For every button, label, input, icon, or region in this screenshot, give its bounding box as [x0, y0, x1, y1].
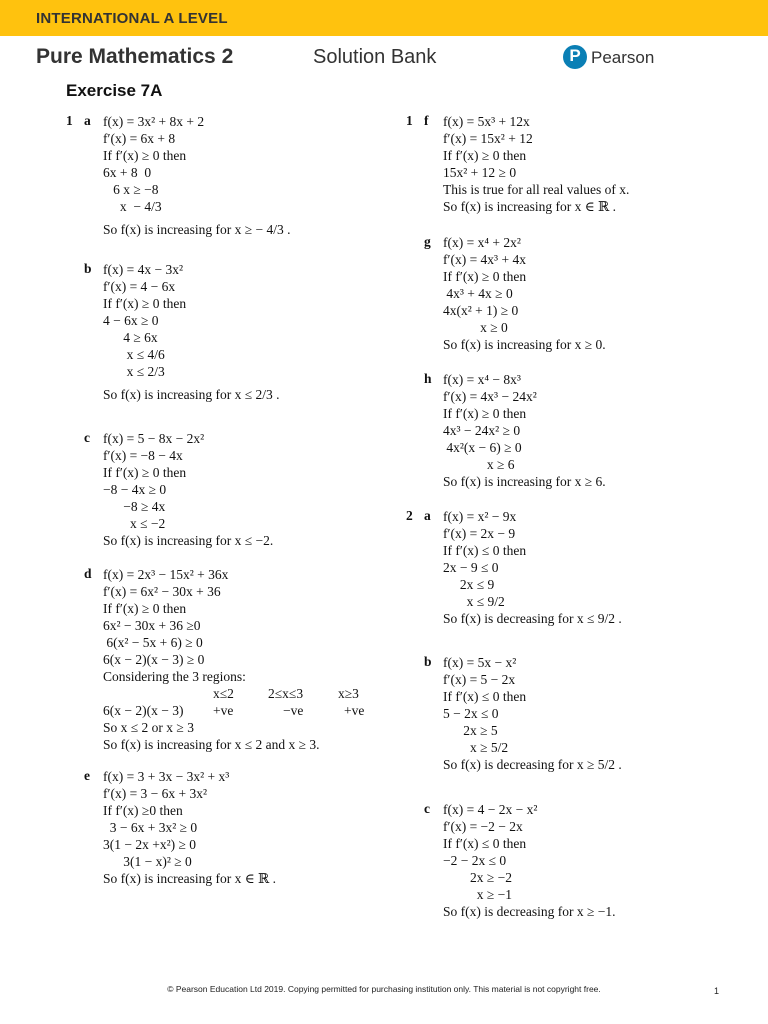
- working-line: f(x) = 4 − 2x − x²: [443, 802, 538, 817]
- conclusion-line: So f(x) is increasing for x ≤ −2.: [103, 533, 274, 548]
- working-line: 2x − 9 ≤ 0: [443, 560, 499, 575]
- part-label: b: [84, 261, 92, 276]
- working-line: f′(x) = 5 − 2x: [443, 672, 516, 687]
- part-label: a: [84, 113, 91, 128]
- conclusion-line: So f(x) is increasing for x ≥ 0.: [443, 337, 606, 352]
- conclusion-line: So f(x) is decreasing for x ≥ −1.: [443, 904, 616, 919]
- region-sign: +ve: [213, 703, 234, 718]
- working-line: f′(x) = 4 − 6x: [103, 279, 176, 294]
- working-line: f′(x) = 3 − 6x + 3x²: [103, 786, 208, 801]
- working-line: x ≥ 5/2: [443, 740, 509, 755]
- working-line: f(x) = 4x − 3x²: [103, 262, 184, 277]
- conclusion-line: So f(x) is increasing for x ≤ 2/3 .: [103, 387, 280, 402]
- part-label: e: [84, 768, 90, 783]
- working-line: 4 − 6x ≥ 0: [103, 313, 159, 328]
- working-line: 3(1 − x)² ≥ 0: [103, 854, 192, 869]
- regions-sign-row: [103, 702, 393, 719]
- working-line: If f′(x) ≥ 0 then: [103, 601, 187, 616]
- working-line: f′(x) = 15x² + 12: [443, 131, 533, 146]
- working-line: 2x ≥ 5: [443, 723, 498, 738]
- region-expression: 6(x − 2)(x − 3): [103, 703, 184, 718]
- logo-letter: P: [569, 46, 581, 65]
- working-line: f(x) = 5 − 8x − 2x²: [103, 431, 205, 446]
- question-number: 2: [406, 508, 413, 523]
- working-line: 6(x² − 5x + 6) ≥ 0: [103, 635, 203, 650]
- working-line: −2 − 2x ≤ 0: [443, 853, 507, 868]
- working-line: 4x³ − 24x² ≥ 0: [443, 423, 521, 438]
- working-line: So x ≤ 2 or x ≥ 3: [103, 720, 194, 735]
- working-line: If f′(x) ≥ 0 then: [443, 148, 527, 163]
- conclusion-line: So f(x) is increasing for x ≥ 6.: [443, 474, 606, 489]
- working-line: If f′(x) ≤ 0 then: [443, 689, 527, 704]
- working-line: f(x) = x² − 9x: [443, 509, 517, 524]
- working-line: f(x) = 2x³ − 15x² + 36x: [103, 567, 229, 582]
- question-number: 1: [406, 113, 413, 128]
- page-number: 1: [714, 986, 720, 996]
- book-subtitle: Solution Bank: [313, 46, 437, 68]
- regions-header-row: [103, 685, 393, 702]
- working-line: f′(x) = 6x + 8: [103, 131, 176, 146]
- working-line: Considering the 3 regions:: [103, 669, 246, 684]
- conclusion-line: So f(x) is increasing for x ≥ − 4/3 .: [103, 222, 291, 237]
- region-heading: x≥3: [338, 686, 359, 701]
- region-heading: x≤2: [213, 686, 234, 701]
- part-label: c: [424, 801, 430, 816]
- working-line: x ≥ −1: [443, 887, 513, 902]
- working-line: 4x²(x − 6) ≥ 0: [443, 440, 522, 455]
- working-line: 4x³ + 4x ≥ 0: [443, 286, 513, 301]
- working-line: f′(x) = 6x² − 30x + 36: [103, 584, 221, 599]
- working-line: x ≤ 2/3: [103, 364, 165, 379]
- working-line: 6 x ≥ −8: [103, 182, 159, 197]
- working-line: f′(x) = −8 − 4x: [103, 448, 183, 463]
- working-line: f(x) = 5x³ + 12x: [443, 114, 530, 129]
- working-line: 6(x − 2)(x − 3) ≥ 0: [103, 652, 205, 667]
- working-line: 2x ≥ −2: [443, 870, 513, 885]
- working-line: 6x + 8 0: [103, 165, 152, 180]
- working-line: If f′(x) ≥ 0 then: [103, 148, 187, 163]
- working-line: 4x(x² + 1) ≥ 0: [443, 303, 519, 318]
- working-line: x ≥ 0: [443, 320, 508, 335]
- working-line: 5 − 2x ≤ 0: [443, 706, 499, 721]
- working-line: −8 ≥ 4x: [103, 499, 166, 514]
- copyright-footer: © Pearson Education Ltd 2019. Copying permitted for purchasing institution only. This material is not copyright free.: [167, 984, 601, 994]
- working-line: This is true for all real values of x.: [443, 182, 630, 197]
- working-line: If f′(x) ≥ 0 then: [443, 269, 527, 284]
- part-label: a: [424, 508, 431, 523]
- working-line: f′(x) = −2 − 2x: [443, 819, 523, 834]
- conclusion-line: So f(x) is increasing for x ≤ 2 and x ≥ 3.: [103, 737, 320, 752]
- part-label: b: [424, 654, 432, 669]
- working-line: x ≤ 4/6: [103, 347, 165, 362]
- working-line: If f′(x) ≥ 0 then: [103, 296, 187, 311]
- working-line: f′(x) = 2x − 9: [443, 526, 516, 541]
- conclusion-line: So f(x) is increasing for x ∈ ℝ .: [443, 199, 617, 214]
- region-sign: −ve: [283, 703, 304, 718]
- region-sign: +ve: [344, 703, 365, 718]
- part-label: d: [84, 566, 92, 581]
- working-line: 3 − 6x + 3x² ≥ 0: [103, 820, 198, 835]
- working-line: If f′(x) ≥0 then: [103, 803, 183, 818]
- working-line: −8 − 4x ≥ 0: [103, 482, 167, 497]
- working-line: If f′(x) ≤ 0 then: [443, 836, 527, 851]
- working-line: f′(x) = 4x³ − 24x²: [443, 389, 537, 404]
- working-line: x ≤ 9/2: [443, 594, 505, 609]
- working-line: f(x) = 5x − x²: [443, 655, 517, 670]
- part-label: c: [84, 430, 90, 445]
- conclusion-line: So f(x) is increasing for x ∈ ℝ .: [103, 871, 277, 886]
- question-number: 1: [66, 113, 73, 128]
- part-label: f: [424, 113, 429, 128]
- region-heading: 2≤x≤3: [268, 686, 304, 701]
- part-label: g: [424, 234, 431, 249]
- conclusion-line: So f(x) is decreasing for x ≥ 5/2 .: [443, 757, 622, 772]
- working-line: f(x) = x⁴ − 8x³: [443, 372, 521, 387]
- working-line: x − 4/3: [103, 199, 162, 214]
- working-line: 6x² − 30x + 36 ≥0: [103, 618, 201, 633]
- working-line: f(x) = 3x² + 8x + 2: [103, 114, 205, 129]
- band-title: INTERNATIONAL A LEVEL: [36, 10, 228, 27]
- logo-text: Pearson: [591, 48, 655, 67]
- working-line: f(x) = 3 + 3x − 3x² + x³: [103, 769, 230, 784]
- working-line: If f′(x) ≥ 0 then: [443, 406, 527, 421]
- working-line: If f′(x) ≥ 0 then: [103, 465, 187, 480]
- working-line: 15x² + 12 ≥ 0: [443, 165, 517, 180]
- working-line: f(x) = x⁴ + 2x²: [443, 235, 521, 250]
- working-line: 3(1 − 2x +x²) ≥ 0: [103, 837, 197, 852]
- header-band: [0, 0, 768, 36]
- working-line: f′(x) = 4x³ + 4x: [443, 252, 526, 267]
- working-line: If f′(x) ≤ 0 then: [443, 543, 527, 558]
- conclusion-line: So f(x) is decreasing for x ≤ 9/2 .: [443, 611, 622, 626]
- working-line: 2x ≤ 9: [443, 577, 495, 592]
- working-line: x ≥ 6: [443, 457, 515, 472]
- book-title: Pure Mathematics 2: [36, 45, 234, 68]
- part-label: h: [424, 371, 432, 386]
- working-line: x ≤ −2: [103, 516, 166, 531]
- exercise-title: Exercise 7A: [66, 81, 163, 100]
- working-line: 4 ≥ 6x: [103, 330, 158, 345]
